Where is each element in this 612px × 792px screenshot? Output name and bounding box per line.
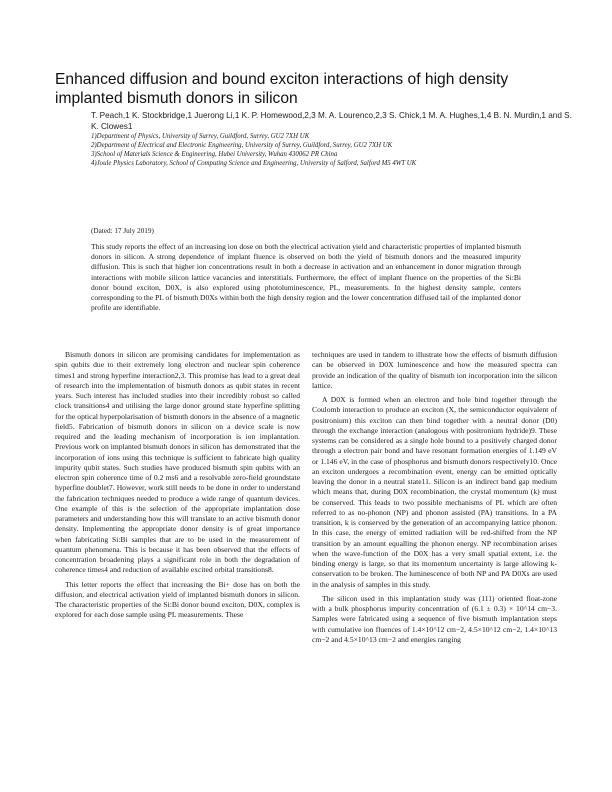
body-paragraph: The silicon used in this implantation study was (111) oriented float-zone with a bulk phosphorus impurity concentration of (6.1 ± 0.3) × 10^14 cm−3. Samples were fabricated using a sequence of five bismuth implantation steps with cumulative ion fluences of 1.4×10^12 cm−2, 4.5×10^12 cm−2, 1.4×10^13 cm−2 and 4.5×10^13 cm−2 and energies ranging [312, 593, 557, 644]
left-column [55, 350, 300, 625]
body-paragraph: Bismuth donors in silicon are promising candidates for implementation as spin qubits due to their extremely long electron and nuclear spin coherence times1 and strong hyperfine interaction2,3. This promise has lead to a great deal of research into the implementation of bismuth donors as qubit states in recent years. Such interest has included studies into their incredibly robust so called clock transitions4 and utilising the large donor ground state hyperfine splitting for the optical hyperpolarisation of bismuth donors in the absence of a magnetic field5. Fabrication of bismuth donors in silicon on a device scale is now required and the leading mechanism of incorporation is ion implantation. Previous work on implanted bismuth donors in silicon has demonstrated that the incorporation of ions using this technique is sufficient to fabricate high quality impurity qubit states. Such studies have produced bismuth spin qubits with an electron spin coherence time of 0.2 ms6 and a resolvable zero-field groundstate hyperfine doublet7. However, work still needs to be done in order to understand the fabrication techniques needed to produce a wide range of quantum devices. One example of this is the selection of the appropriate implantation dose parameters and understanding how this will translate to an active bismuth donor density. Implementing the appropriate donor density is of great importance when fabricating Si:Bi samples that are to be used in the measurement of quantum phenomena. This is because it has been observed that the effects of concentration broadening plays a significant role in both the degradation of coherence times4 and reduction of available excited orbital transitions8. [55, 350, 300, 575]
body-paragraph: techniques are used in tandem to illustrate how the effects of bismuth diffusion can be observed in D0X luminescence and how the measured spectra can provide an indication of the quality of bismuth ion incorporation into the silicon lattice. [312, 350, 557, 390]
body-paragraph: This letter reports the effect that increasing the Bi+ dose has on both the diffusion, and electrical activation yield of implanted bismuth donors in silicon. The characteristic properties of the Si:Bi donor bound exciton, D0X, complex is explored for each dose sample using PL measurements. These [55, 579, 300, 620]
affiliation-3: 3)School of Materials Science & Engineering, Hubei University, Wuhan 430062 PR China [91, 150, 338, 158]
affiliation-2: 2)Department of Electrical and Electronic Engineering, University of Surrey, Guildford, Surrey, GU2 7XH UK [91, 141, 393, 149]
affiliation-list [91, 133, 491, 169]
author-list: T. Peach,1 K. Stockbridge,1 Juerong Li,1 K. P. Homewood,2,3 M. A. Lourenco,2,3 S. Chick,1 M. A. Hughes,1,4 B. N. Murdin,1 and S. K. Clowes1 [91, 111, 572, 131]
paper-title: Enhanced diffusion and bound exciton interactions of high density implanted bismuth donors in silicon [55, 71, 509, 107]
affiliation-4: 4)Joule Physics Laboratory, School of Computing Science and Engineering, University of Salford, Salford M5 4WT UK [91, 159, 417, 167]
abstract: This study reports the effect of an increasing ion dose on both the electrical activation yield and characteristic properties of implanted bismuth donors in silicon. A strong dependence of implant fluence is observed on both the yield of bismuth donors and the measured impurity diffusion. This is such that higher ion concentrations result in both a decrease in activation and an enhancement in donor migration through interactions with mobile silicon lattice vacancies and interstitials. Furthermore, the effect of implant fluence on the properties of the Si:Bi donor bound exciton, D0X, is also explored using photoluminescence, PL, measurements. In the highest density sample, centers corresponding to the PL of bismuth D0Xs within both the high density region and the lower concentration diffused tail of the implanted donor profile are identifiable. [91, 242, 521, 313]
right-column [312, 350, 557, 649]
affiliation-1: 1)Department of Physics, University of Surrey, Guildford, Surrey, GU2 7XH UK [91, 133, 310, 140]
dated-line: (Dated: 17 July 2019) [91, 227, 154, 235]
body-paragraph: A D0X is formed when an electron and hole bind together through the Coulomb interaction to produce an exciton (X, the semiconductor equivalent of positronium) this exciton can then bind together with a neutral donor (D0) through the exchange interaction (analogous with positronium hydride)9. These systems can be considered as a single hole bound to a positively charged donor through a electron pair bond and have resonant formation energies of 1.149 eV or 1.146 eV, in the case of phosphorus and bismuth donors respectively10. Once an exciton undergoes a recombination event, energy can be emitted optically leaving the donor in a neutral state11. Silicon is an indirect band gap medium which means that, during D0X recombination, the crystal momentum (k) must be conserved. This leads to two possible mechanisms of PL which are often referred to as no-phonon (NP) and phonon assisted (PA) transitions. In a PA transition, k is conserved by the generation of an accompanying lattice phonon. In this case, the energy of emitted radiation will be red-shifted from the NP transition by an amount equalling the phonon energy. NP recombination arises when the wave-function of the D0X has a very small spatial extent, i.e. the binding energy is large, so that its momentum uncertainty is large allowing k-conservation to be broken. The luminescence of both NP and PA D0Xs are used in the analysis of samples in this study. [312, 395, 557, 589]
